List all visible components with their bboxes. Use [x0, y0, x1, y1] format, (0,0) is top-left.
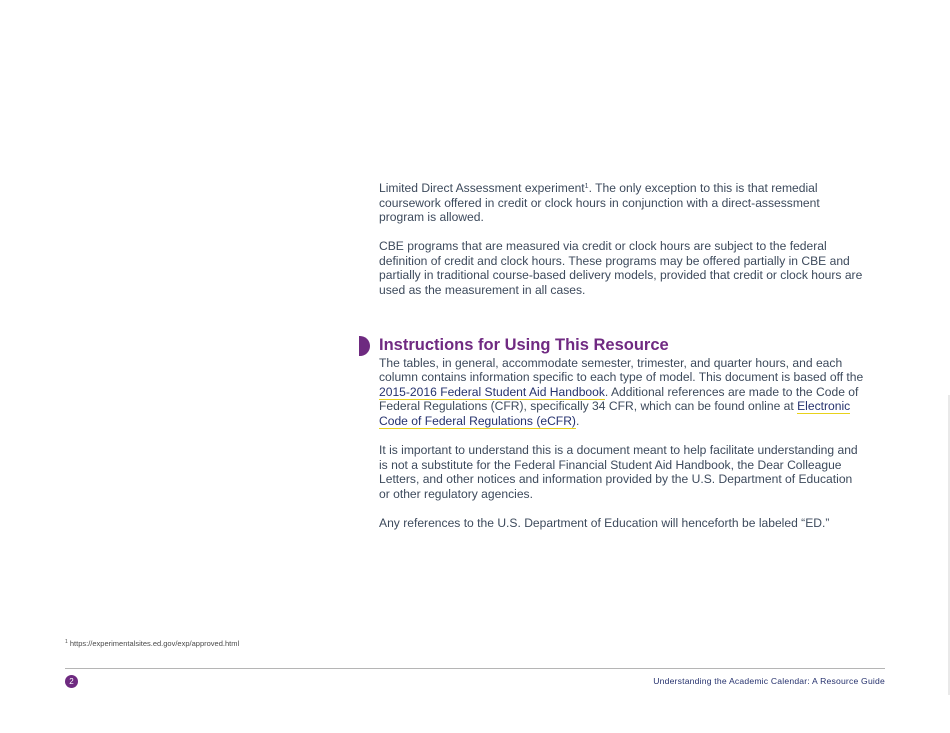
main-content — [379, 181, 865, 545]
section-marker-icon — [359, 336, 370, 356]
section-heading: Instructions for Using This Resource — [379, 335, 669, 354]
paragraph-instructions — [379, 356, 865, 429]
section-heading-row — [379, 334, 865, 356]
instructions-text-2: . Additional references are made to the Code of Federal Regulations (CFR), specifically 34 CFR, which can be found online at — [379, 384, 859, 414]
paragraph-ed-reference: Any references to the U.S. Department of Education will henceforth be labeled “ED.” — [379, 515, 830, 530]
intro-text-rest: . The only exception to this is that remedial coursework offered in credit or clock hours in conjunction with a direct-assessment program is allowed. — [379, 181, 820, 225]
instructions-text-3: . — [575, 413, 580, 428]
intro-text: Limited Direct Assessment experiment — [379, 181, 585, 195]
instructions-text-1: The tables, in general, accommodate semester, trimester, and quarter hours, and each column contains information specific to each type of model. This document is based off the — [379, 355, 864, 385]
page-number-badge: 2 — [65, 675, 78, 688]
footnote-reference[interactable]: 1 — [584, 183, 589, 190]
ecfr-link[interactable]: Electronic Code of Federal Regulations (eCFR) — [379, 399, 851, 428]
footer-title: Understanding the Academic Calendar: A Resource Guide — [653, 676, 885, 686]
footnote-url[interactable]: https://experimentalsites.ed.gov/exp/approved.html — [67, 639, 240, 648]
paragraph-cbe: CBE programs that are measured via credit or clock hours are subject to the federal definition of credit and clock hours. These programs may be offered partially in CBE and partially in traditional course-based delivery models, provided that credit or clock hours are used as the measurement in all cases. — [379, 239, 863, 297]
footer-divider — [65, 668, 885, 669]
fsa-handbook-link[interactable]: 2015-2016 Federal Student Aid Handbook — [379, 384, 605, 399]
paragraph-disclaimer: It is important to understand this is a document meant to help facilitate understanding and is not a substitute for the Federal Financial Student Aid Handbook, the Dear Colleague Letters, and other notices and information provided by the U.S. Department of Education or other regulatory agencies. — [379, 442, 858, 501]
footnote-marker: 1 — [65, 639, 68, 645]
paragraph-intro — [379, 181, 865, 225]
footnote — [65, 639, 239, 648]
